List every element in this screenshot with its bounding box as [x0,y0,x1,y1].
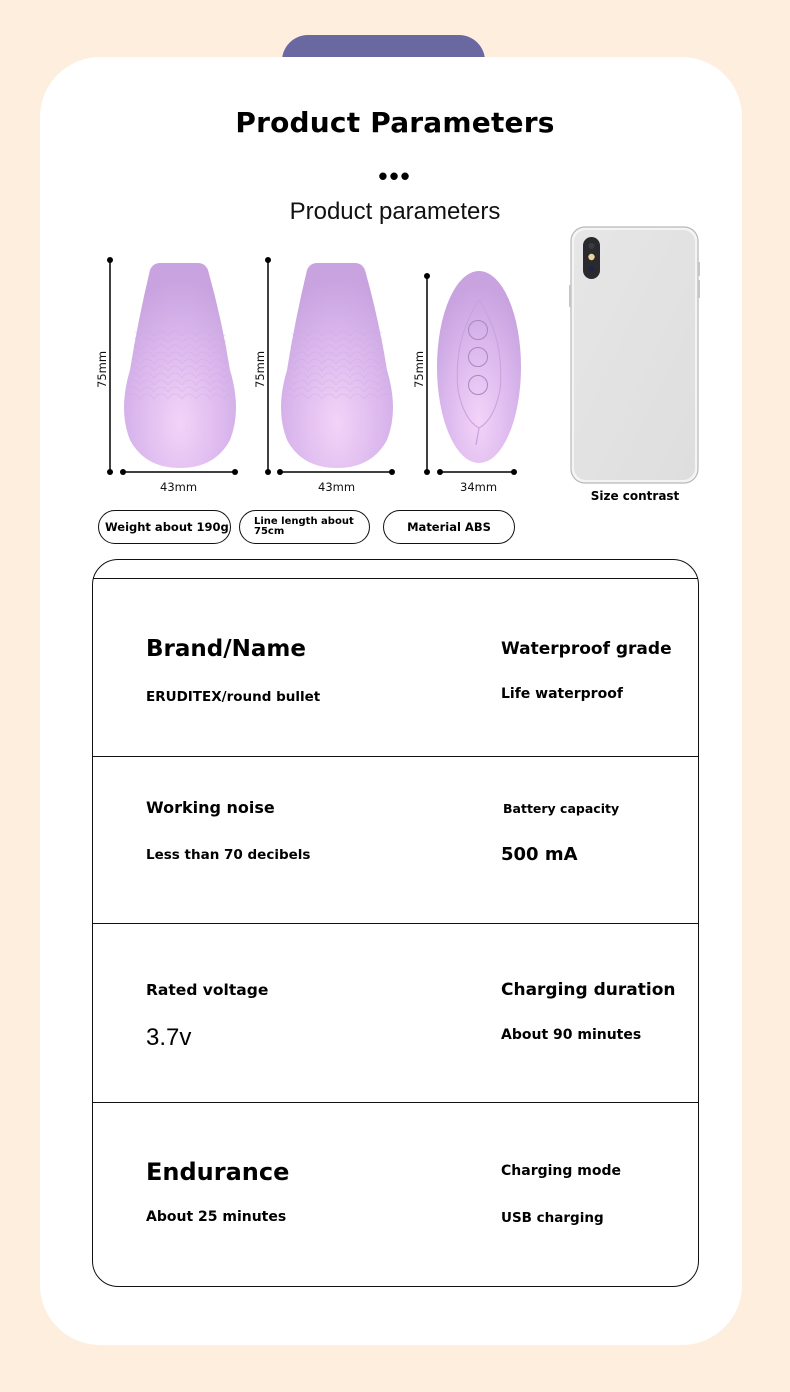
bullet-1-height-label: 75mm [95,350,109,388]
spec-value-brand: ERUDITEX/round bullet [146,689,321,705]
remote-height-label: 75mm [412,350,426,388]
spec-label-charging-mode: Charging mode [501,1163,621,1179]
spec-value-charging-duration: About 90 minutes [501,1027,642,1043]
page-subtitle: Product parameters [289,198,501,225]
spec-value-waterproof: Life waterproof [501,686,623,702]
spec-label-endurance: Endurance [146,1158,290,1186]
row-divider [93,756,698,757]
bullet-vibrator-1 [124,263,236,468]
spec-value-battery: 500 mA [501,844,578,865]
spec-label-voltage: Rated voltage [146,981,269,999]
bullet-2-height-label: 75mm [253,350,267,388]
material-badge-text: Material ABS [407,520,491,534]
page-title: Product Parameters [235,106,555,139]
material-badge [383,510,515,544]
spec-label-noise: Working noise [146,798,275,817]
line-length-badge-line1: Line length about [254,516,354,527]
weight-badge [98,510,231,544]
specs-table-top-divider [93,578,698,579]
bullet-2-width-label: 43mm [318,480,356,494]
spec-label-battery: Battery capacity [503,801,620,816]
bullet-1-width-label: 43mm [160,480,198,494]
spec-value-charging-mode: USB charging [501,1210,604,1226]
row-divider [93,923,698,924]
phone-size-reference [569,227,700,483]
spec-value-voltage: 3.7v [146,1024,192,1051]
line-length-badge [239,510,370,544]
title-dots-divider: ••• [378,161,412,191]
product-illustrations [0,0,790,510]
line-length-badge-line2: 75cm [254,526,285,537]
size-contrast-label: Size contrast [590,489,680,503]
spec-label-charging-duration: Charging duration [501,980,676,1000]
bullet-vibrator-2 [281,263,393,468]
spec-value-noise: Less than 70 decibels [146,847,311,863]
spec-value-endurance: About 25 minutes [146,1209,287,1225]
remote-width-label: 34mm [460,480,498,494]
remote-control-illustration [437,271,521,463]
spec-label-waterproof: Waterproof grade [501,639,672,659]
spec-label-brand: Brand/Name [146,636,306,662]
weight-badge-text: Weight about 190g [105,520,229,534]
row-divider [93,1102,698,1103]
